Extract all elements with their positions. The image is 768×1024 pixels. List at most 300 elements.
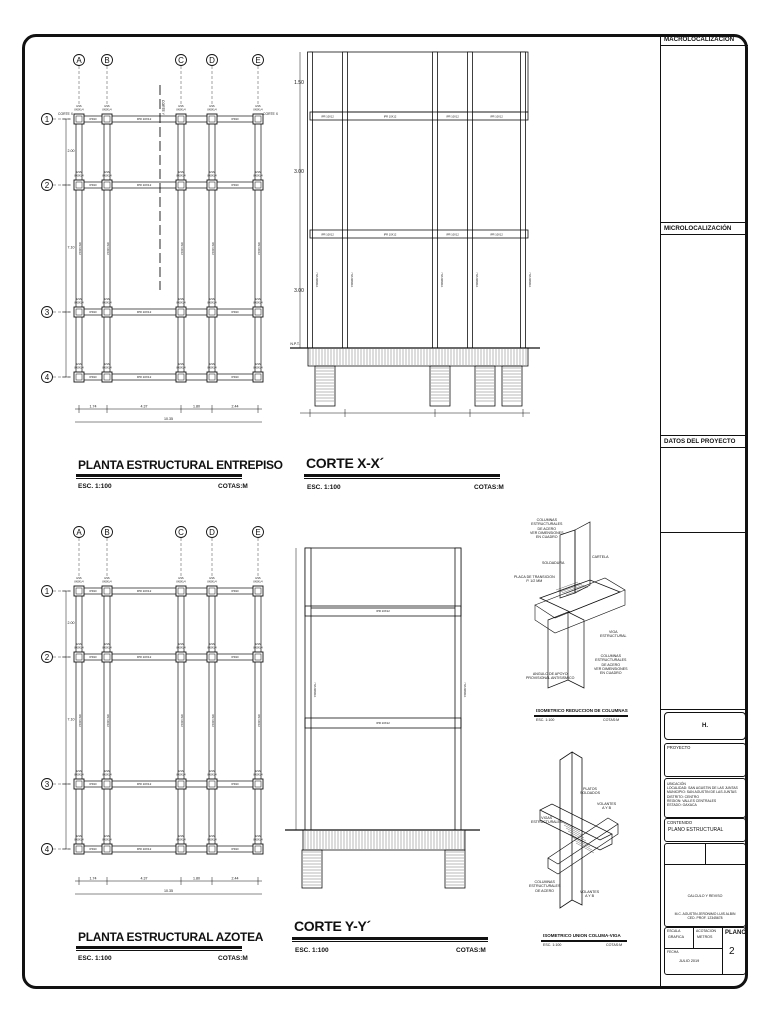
note-platos: PLATOS SOLDADOS xyxy=(580,787,600,796)
iso-reduccion-units: COTAS:M xyxy=(603,718,620,722)
height-text: 3.00 xyxy=(294,169,304,175)
column-label: 8X8X1/4 xyxy=(207,646,217,650)
responsable-cedula: CED. PROF. 12345678 xyxy=(687,916,723,921)
column-label: 8X8X1/4 xyxy=(176,580,186,584)
beam-label: IPR 10X12 xyxy=(383,233,397,237)
column-label: 8X8X1/4 xyxy=(176,174,186,178)
column-label: HSS xyxy=(104,363,110,366)
planta-azotea-drawing xyxy=(42,527,264,895)
beam-label: IPR 10X12 xyxy=(106,714,109,727)
beam-label: IPR 10X12 xyxy=(490,115,503,119)
column-label: 8X8X1/4 xyxy=(74,108,84,112)
ubicacion-line: MUNICIPIO: SAN AGUSTIN DE LAS JUNTAS xyxy=(667,790,737,795)
column-elevation xyxy=(433,52,438,348)
column-label: HSS xyxy=(76,298,82,301)
axis-e-label: E xyxy=(255,56,261,65)
planta-entrepiso-drawing xyxy=(42,55,279,423)
ubicacion-label: UBICACIÓN xyxy=(667,782,686,786)
ubicacion-line: REGION: VALLES CENTRALES xyxy=(667,798,717,803)
column-label: HSS xyxy=(255,577,261,580)
title-underline xyxy=(292,937,488,940)
axis-4-label: 4 xyxy=(44,373,50,382)
column-label: 8X8X1/4 xyxy=(176,646,186,650)
column xyxy=(253,779,263,789)
column-label: 8X8X1/4 xyxy=(176,108,186,112)
title-underline-thin xyxy=(304,478,500,479)
acotacion-label: ACOTACION xyxy=(696,929,716,933)
beam-label: IPR10 xyxy=(231,656,239,660)
axis-3-label: 3 xyxy=(44,780,50,789)
column-label: 8X8X1/4 xyxy=(207,773,217,777)
corte-x-drawing xyxy=(290,52,540,417)
caption-underline xyxy=(534,715,628,717)
logo-text: H. xyxy=(702,723,708,729)
column xyxy=(176,586,186,596)
responsable-name: M.C. AGUSTIN JERONIMO LUIS ALBIN xyxy=(674,912,736,916)
column-label: 8X8X1/4 xyxy=(253,773,263,777)
column-label: HSS 8X8X1/4 xyxy=(313,682,316,698)
beam-label: IPR 10X12 xyxy=(321,233,334,237)
planta-entrepiso-title: PLANTA ESTRUCTURAL ENTREPISO xyxy=(78,458,283,472)
acotacion-value: METROS xyxy=(697,935,713,939)
axis-a-label: A xyxy=(76,56,82,65)
column-label: 8X8X1/4 xyxy=(253,580,263,584)
corte-x-units: COTAS:M xyxy=(474,484,504,491)
column-label: 8X8X1/4 xyxy=(207,108,217,112)
beam-label: IPR10 xyxy=(231,118,239,122)
column xyxy=(102,180,112,190)
title-underline-thin xyxy=(76,950,242,951)
ubicacion-line: ESTADO: OAXACA xyxy=(667,803,697,808)
column-label: 8X8X1/4 xyxy=(102,301,112,305)
column-label: HSS xyxy=(104,835,110,838)
column-label: HSS xyxy=(255,363,261,366)
iso-reduccion-caption: ISOMETRICO REDUCCION DE COLUMNAS xyxy=(536,708,628,713)
beam-label: IPR10 xyxy=(231,311,239,315)
planta-entrepiso-scale: ESC. 1:100 xyxy=(78,483,112,490)
column-label: HSS 8X8X1/4 xyxy=(528,272,531,288)
fecha-label: FECHA xyxy=(667,950,679,954)
beam-label: IPR 10X12 xyxy=(257,714,260,727)
column-label: HSS xyxy=(76,105,82,108)
dimension-text: 1.74 xyxy=(89,404,97,409)
corte-y-drawing xyxy=(285,548,480,888)
pedestal xyxy=(302,850,322,888)
column xyxy=(207,180,217,190)
axis-2-label: 2 xyxy=(44,653,50,662)
beam-label: IPR10 xyxy=(231,376,239,380)
column-label: 8X8X1/4 xyxy=(102,366,112,370)
column-label: 8X8X1/4 xyxy=(74,646,84,650)
datos-heading: DATOS DEL PROYECTO xyxy=(661,436,748,448)
column-label: HSS xyxy=(178,770,184,773)
escala-value: GRAFICA xyxy=(668,935,684,939)
column-label: HSS xyxy=(104,643,110,646)
column-label: HSS xyxy=(209,363,215,366)
beam-label: IPR 10X12 xyxy=(321,115,334,119)
dimension-text: 2.00 xyxy=(67,149,75,153)
beam-label: IPR 10X12 xyxy=(136,655,152,660)
column xyxy=(253,372,263,382)
axis-e-label: E xyxy=(255,528,261,537)
axis-4-label: 4 xyxy=(44,845,50,854)
contenido-value: PLANO ESTRUCTURAL xyxy=(668,827,724,833)
column-label: HSS xyxy=(178,171,184,174)
column-label: 8X8X1/4 xyxy=(102,174,112,178)
column-label: 8X8X1/4 xyxy=(74,580,84,584)
column-label: HSS xyxy=(209,171,215,174)
column-label: HSS xyxy=(76,577,82,580)
column xyxy=(102,779,112,789)
dimension-text: 1.74 xyxy=(89,876,97,881)
dimension-text: 2.44 xyxy=(231,404,239,409)
hatch xyxy=(576,843,594,853)
column xyxy=(176,372,186,382)
axis-a-label: A xyxy=(76,528,82,537)
column-label: HSS xyxy=(178,643,184,646)
plano-label: PLANO xyxy=(725,930,746,936)
column-label: HSS xyxy=(76,770,82,773)
column-label: 8X8X1/4 xyxy=(176,838,186,842)
axis-b-label: B xyxy=(104,56,110,65)
calculo-label: CALCULO Y REVISO xyxy=(687,894,723,898)
column-elevation xyxy=(455,548,461,830)
planta-azotea-units: COTAS:M xyxy=(218,955,248,962)
dimension-text: 4.37 xyxy=(140,876,148,881)
corte-y-title: CORTE Y-Y´ xyxy=(294,918,371,934)
column-label: HSS xyxy=(178,577,184,580)
dimension-text: 1.80 xyxy=(193,404,200,409)
beam-label: IPR10 xyxy=(231,184,239,188)
contenido-label: CONTENIDO xyxy=(667,820,693,825)
beam-label: IPR 10X12 xyxy=(376,609,390,613)
column xyxy=(102,586,112,596)
beam-label: IPR 10X12 xyxy=(383,115,397,119)
ubicacion-line: DISTRITO: CENTRO xyxy=(667,794,699,799)
column xyxy=(176,114,186,124)
column-label: HSS xyxy=(76,171,82,174)
planta-entrepiso-units: COTAS:M xyxy=(218,483,248,490)
column-label: 8X8X1/4 xyxy=(74,773,84,777)
macrolocalizacion-box xyxy=(661,34,748,223)
ubicacion-line: LOCALIDAD: SAN AGUSTIN DE LAS JUNTAS xyxy=(667,786,738,791)
beam-label: IPR 10X12 xyxy=(446,115,459,119)
caption-underline xyxy=(541,940,627,942)
column-elevation xyxy=(308,52,313,348)
column-label: 8X8X1/4 xyxy=(74,366,84,370)
hatch xyxy=(568,831,586,841)
column-label: 8X8X1/4 xyxy=(74,838,84,842)
note-columnas: COLUMNAS ESTRUCTURALES DE ACERO VER DIMENSIONES EN CUADRO xyxy=(530,518,564,540)
column-label: HSS xyxy=(104,577,110,580)
column-label: HSS xyxy=(178,363,184,366)
column-label: 8X8X1/4 xyxy=(102,773,112,777)
column-elevation xyxy=(521,52,526,348)
iso-union-units: COTAS:M xyxy=(606,943,623,947)
column-label: 8X8X1/4 xyxy=(253,108,263,112)
height-text: 3.00 xyxy=(294,288,304,294)
note-angulo: ANGULO DE APOYO PROVISIONAL ANTISISMICO xyxy=(526,672,575,681)
column xyxy=(74,180,84,190)
beam-label: IPR10 xyxy=(231,848,239,852)
column xyxy=(74,586,84,596)
planta-azotea-title: PLANTA ESTRUCTURAL AZOTEA xyxy=(78,930,264,944)
column xyxy=(102,307,112,317)
microlocalizacion-box xyxy=(661,223,748,436)
note-viga: VIGA ESTRUCTURAL xyxy=(600,630,627,639)
beam-label: IPR10 xyxy=(89,848,97,852)
dimension-text: 7.10 xyxy=(67,717,75,722)
column-label: HSS xyxy=(255,105,261,108)
beam-label: IPR 10X12 xyxy=(136,782,152,787)
column xyxy=(74,652,84,662)
column-label: HSS xyxy=(209,770,215,773)
column xyxy=(253,180,263,190)
column-label: HSS xyxy=(76,643,82,646)
axis-1-label: 1 xyxy=(44,115,50,124)
parapet xyxy=(305,548,461,608)
beam-label: IPR 10X12 xyxy=(180,242,183,255)
iso-reduccion-scale: ESC. 1:100 xyxy=(536,718,555,722)
note-vigas: VIGAS ESTRUCTURALES xyxy=(531,816,563,825)
beam-label: IPR 10X12 xyxy=(106,242,109,255)
column-label: 8X8X1/4 xyxy=(207,580,217,584)
column-label: HSS xyxy=(104,171,110,174)
title-underline xyxy=(304,474,500,477)
foundation-beam xyxy=(303,830,465,850)
beam-label: IPR10 xyxy=(89,376,97,380)
column-label: HSS xyxy=(209,577,215,580)
dimension-text: 7.10 xyxy=(67,245,75,250)
column-label: 8X8X1/4 xyxy=(102,838,112,842)
dimension-text: 1.80 xyxy=(193,876,200,881)
column-label: HSS 8X8X1/4 xyxy=(463,682,466,698)
column xyxy=(176,307,186,317)
column-label: HSS xyxy=(255,643,261,646)
axis-c-label: C xyxy=(178,56,184,65)
column xyxy=(102,652,112,662)
column xyxy=(207,652,217,662)
title-underline-thin xyxy=(76,478,242,479)
column xyxy=(253,586,263,596)
note-volantes-2: VOLANTES A Y B xyxy=(580,890,600,899)
note-placa: PLACA DE TRANSICION P. 1/2 MM xyxy=(514,575,555,584)
beam-label: IPR10 xyxy=(89,118,97,122)
column xyxy=(176,844,186,854)
beam-label: IPR 10X12 xyxy=(180,714,183,727)
column-label: 8X8X1/4 xyxy=(102,108,112,112)
axis-b-label: B xyxy=(104,528,110,537)
note-soldadura: SOLDADURA xyxy=(542,561,565,565)
hatch xyxy=(566,828,584,838)
beam-label: IPR 10X12 xyxy=(257,242,260,255)
column-label: 8X8X1/4 xyxy=(74,301,84,305)
hatch xyxy=(562,822,580,832)
column-iso xyxy=(560,752,572,908)
level-mark: N.P.T. xyxy=(290,342,300,346)
proyecto-label: PROYECTO xyxy=(667,745,691,750)
escala-label: ESCALA xyxy=(667,929,681,933)
iso-union-caption: ISOMETRICO UNION COLUMA-VIGA xyxy=(543,933,621,938)
column-label: 8X8X1/4 xyxy=(207,174,217,178)
column-label: HSS xyxy=(209,298,215,301)
column-label: 8X8X1/4 xyxy=(176,366,186,370)
column xyxy=(253,307,263,317)
contenido-box xyxy=(664,818,746,842)
note-cartela: CARTELA xyxy=(592,555,609,559)
column xyxy=(74,114,84,124)
column-label: HSS xyxy=(255,770,261,773)
column xyxy=(74,844,84,854)
hatch xyxy=(566,587,588,595)
column-label: HSS xyxy=(209,835,215,838)
beam-label: IPR 10X12 xyxy=(136,847,152,852)
beam-label: IPR 10X12 xyxy=(490,233,503,237)
datos-plano-box xyxy=(664,927,746,975)
beam-label: IPR 10X12 xyxy=(78,242,81,255)
column xyxy=(207,372,217,382)
column-label: 8X8X1/4 xyxy=(253,838,263,842)
column xyxy=(74,779,84,789)
beam-label: IPR10 xyxy=(89,656,97,660)
beam-label: IPR10 xyxy=(89,184,97,188)
hatch xyxy=(570,834,588,844)
title-underline-thin xyxy=(292,941,488,942)
beam-label: IPR10 xyxy=(89,590,97,594)
beam-label: IPR10 xyxy=(89,311,97,315)
beam-label: IPR 10X12 xyxy=(136,310,152,315)
note-columnas-2: COLUMNAS ESTRUCTURALES DE ACERO VER DIMENSIONES EN CUADRO xyxy=(594,654,628,676)
column-label: HSS xyxy=(209,643,215,646)
micro-heading: MICROLOCALIZACIÓN xyxy=(661,223,748,235)
column xyxy=(102,372,112,382)
beam-label: IPR 10X12 xyxy=(211,242,214,255)
column-label: HSS xyxy=(255,298,261,301)
section-mark-y: CORTE Y xyxy=(161,100,165,115)
axis-d-label: D xyxy=(209,528,215,537)
column-label: 8X8X1/4 xyxy=(102,580,112,584)
column xyxy=(207,114,217,124)
ubicacion-box xyxy=(664,778,746,818)
dimension-total: 10.35 xyxy=(164,889,173,893)
column-label: 8X8X1/4 xyxy=(253,646,263,650)
column xyxy=(176,180,186,190)
column xyxy=(207,844,217,854)
dimension-text: 2.44 xyxy=(231,876,239,881)
column xyxy=(253,114,263,124)
height-text: 1.50 xyxy=(294,80,304,86)
column-elevation xyxy=(343,52,348,348)
column-elevation xyxy=(468,52,473,348)
beam-label: IPR 10X12 xyxy=(136,183,152,188)
section-mark-x: CORTE X xyxy=(263,112,279,116)
column-label: HSS xyxy=(104,770,110,773)
column-label: 8X8X1/4 xyxy=(176,773,186,777)
beam-label: IPR 10X12 xyxy=(211,714,214,727)
axis-3-label: 3 xyxy=(44,308,50,317)
column-label: HSS 8X8X1/4 xyxy=(475,272,478,288)
beam-label: IPR10 xyxy=(231,783,239,787)
planta-azotea-scale: ESC. 1:100 xyxy=(78,955,112,962)
column-label: 8X8X1/4 xyxy=(207,301,217,305)
title-underline xyxy=(76,946,242,949)
beam-label: IPR10 xyxy=(89,783,97,787)
corte-x-scale: ESC. 1:100 xyxy=(307,484,341,491)
proyecto-box xyxy=(664,743,746,777)
note-columnas-3: COLUMNAS ESTRUCTURALES DE ACERO xyxy=(529,880,561,893)
logo-box xyxy=(664,712,746,740)
column-label: HSS xyxy=(178,298,184,301)
pedestal xyxy=(445,850,465,888)
column-label: 8X8X1/4 xyxy=(253,366,263,370)
iso-union-scale: ESC. 1:100 xyxy=(543,943,562,947)
column-label: 8X8X1/4 xyxy=(207,366,217,370)
column xyxy=(253,844,263,854)
axis-d-label: D xyxy=(209,56,215,65)
column xyxy=(102,114,112,124)
column-label: 8X8X1/4 xyxy=(253,301,263,305)
column-label: HSS xyxy=(255,835,261,838)
column-label: 8X8X1/4 xyxy=(176,301,186,305)
column xyxy=(74,307,84,317)
column-label: 8X8X1/4 xyxy=(207,838,217,842)
beam-label: IPR 10X12 xyxy=(136,375,152,380)
column xyxy=(207,586,217,596)
dimension-total: 10.35 xyxy=(164,417,173,421)
title-underline xyxy=(76,474,242,477)
beam-label: IPR 10X12 xyxy=(136,589,152,594)
column xyxy=(74,372,84,382)
axis-1-label: 1 xyxy=(44,587,50,596)
column-elevation xyxy=(305,548,311,830)
corte-y-scale: ESC. 1:100 xyxy=(295,947,329,954)
title-block xyxy=(660,34,748,989)
section-mark-x: CORTE X xyxy=(58,112,74,116)
column-label: HSS xyxy=(104,105,110,108)
column xyxy=(176,779,186,789)
corte-y-units: COTAS:M xyxy=(456,947,486,954)
column-label: 8X8X1/4 xyxy=(253,174,263,178)
column-label: HSS xyxy=(104,298,110,301)
column xyxy=(253,652,263,662)
beam-iso-face xyxy=(535,590,625,633)
column xyxy=(207,779,217,789)
beam-label: IPR 10X12 xyxy=(376,721,390,725)
hatch xyxy=(558,583,580,591)
responsable-box xyxy=(664,843,746,927)
column-label: HSS xyxy=(76,835,82,838)
axis-2-label: 2 xyxy=(44,181,50,190)
beam-label: IPR 10X12 xyxy=(78,714,81,727)
column-label: HSS xyxy=(178,835,184,838)
column-label: HSS 8X8X1/4 xyxy=(440,272,443,288)
column xyxy=(207,307,217,317)
beam-label: IPR10 xyxy=(231,590,239,594)
column-label: 8X8X1/4 xyxy=(102,646,112,650)
column-label: HSS xyxy=(255,171,261,174)
dimension-text: 2.00 xyxy=(67,621,75,625)
column-label: HSS 8X8X1/4 xyxy=(315,272,318,288)
datos-proyecto-box xyxy=(661,436,748,533)
column-label: HSS xyxy=(178,105,184,108)
column-label: HSS xyxy=(76,363,82,366)
macro-heading: MACROLOCALIZACIÓN xyxy=(661,34,748,46)
column-label: HSS 8X8X1/4 xyxy=(350,272,353,288)
column-label: HSS xyxy=(209,105,215,108)
column xyxy=(102,844,112,854)
beam-label: IPR 10X12 xyxy=(136,117,152,122)
column xyxy=(176,652,186,662)
